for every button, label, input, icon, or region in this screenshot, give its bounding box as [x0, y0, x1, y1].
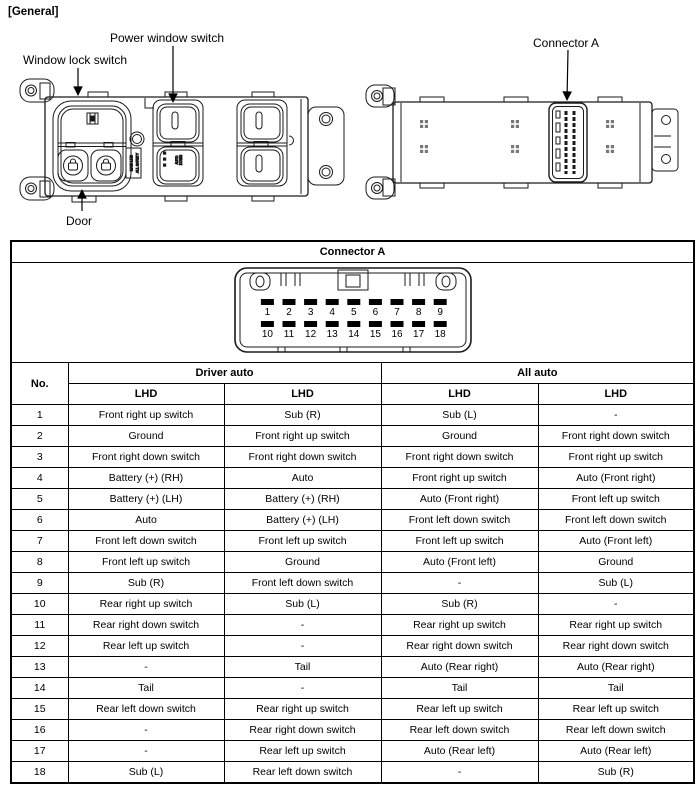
pin-number: 14 — [347, 329, 359, 340]
pin-row — [11, 426, 694, 447]
label-door: Door — [66, 214, 93, 228]
pin-number: 18 — [434, 329, 446, 340]
pin-contact — [347, 321, 360, 327]
pin-function-cell: - — [68, 657, 224, 678]
lock-button — [91, 150, 121, 181]
pin-row — [11, 468, 694, 489]
pin-row — [11, 405, 694, 426]
pin-function-cell: Rear right down switch — [538, 636, 694, 657]
pin-function-cell: Sub (R) — [224, 405, 381, 426]
lock-icon — [102, 159, 111, 170]
pin-contact — [433, 299, 446, 305]
pin-function-cell: Sub (L) — [68, 762, 224, 784]
pin-function-cell: - — [68, 741, 224, 762]
pin-contact — [412, 321, 425, 327]
pin-function-cell: Auto (Rear right) — [381, 657, 538, 678]
pin-function-cell: Front left down switch — [68, 531, 224, 552]
pin-contact — [390, 299, 403, 305]
col-subheader-lhd: LHD — [538, 384, 694, 405]
pin-number: 7 — [393, 307, 400, 318]
pin-contact — [390, 321, 403, 327]
pin-number: 9 — [436, 307, 443, 318]
pin-function-cell: Auto (Rear left) — [381, 741, 538, 762]
pin-function-cell: Sub (L) — [538, 573, 694, 594]
pin-contact — [260, 321, 273, 327]
pin-function-cell: - — [381, 762, 538, 784]
pin-function-cell: Sub (L) — [224, 594, 381, 615]
power-window-switch-back-diagram — [366, 85, 678, 199]
pin-function-cell: Rear left up switch — [224, 741, 381, 762]
pin-number: 1 — [264, 307, 270, 318]
pin-number-cell: 14 — [11, 678, 68, 699]
pin-function-cell: Auto (Front right) — [381, 489, 538, 510]
connector-a-arrow — [567, 50, 568, 100]
pin-number: 10 — [261, 329, 273, 340]
auto-marking: AUTO — [175, 155, 180, 165]
pin-row — [11, 489, 694, 510]
connector-a-shape — [549, 103, 587, 182]
pin-number: 13 — [326, 329, 338, 340]
pin-number: 8 — [415, 307, 421, 318]
pin-function-cell: - — [538, 405, 694, 426]
col-subheader-lhd: LHD — [224, 384, 381, 405]
pin-function-cell: Front right down switch — [381, 447, 538, 468]
pin-function-cell: Battery (+) (RH) — [68, 468, 224, 489]
pin-function-cell: Auto — [224, 468, 381, 489]
pin-function-cell: Rear left down switch — [68, 699, 224, 720]
pin-row — [11, 699, 694, 720]
pin-function-cell: Rear right down switch — [224, 720, 381, 741]
pin-function-cell: Rear right down switch — [381, 636, 538, 657]
all-safety-marking: ALL SAFETY — [135, 152, 140, 174]
pin-function-cell: Auto (Rear left) — [538, 741, 694, 762]
pin-function-cell: Rear left down switch — [538, 720, 694, 741]
label-window-lock-switch: Window lock switch — [23, 53, 128, 67]
window-symbol-icon — [87, 113, 98, 124]
pin-function-cell: Tail — [224, 657, 381, 678]
pin-number-cell: 18 — [11, 762, 68, 784]
power-window-switch-front-diagram — [20, 79, 344, 202]
pin-function-cell: Rear left up switch — [68, 636, 224, 657]
pin-row — [11, 447, 694, 468]
pin-function-cell: - — [538, 594, 694, 615]
pin-function-cell: Front left up switch — [538, 489, 694, 510]
connector-pin-diagram-cell — [11, 263, 694, 363]
general-label: [General] — [8, 6, 59, 18]
pin-function-cell: Auto (Rear right) — [538, 657, 694, 678]
pin-function-cell: Front right up switch — [224, 426, 381, 447]
pin-number-cell: 9 — [11, 573, 68, 594]
pin-number: 6 — [372, 307, 378, 318]
pin-function-cell: Tail — [381, 678, 538, 699]
pin-function-cell: Front right up switch — [538, 447, 694, 468]
connector-pinout-table — [10, 240, 695, 784]
pin-function-cell: Sub (R) — [538, 762, 694, 784]
pin-row — [11, 657, 694, 678]
pin-function-cell: Front right down switch — [224, 447, 381, 468]
pin-function-cell: Rear left down switch — [224, 762, 381, 784]
pin-function-cell: Front right down switch — [68, 447, 224, 468]
pin-row — [11, 720, 694, 741]
pin-function-cell: Auto — [68, 510, 224, 531]
connector-pins — [260, 299, 446, 340]
pin-number-cell: 5 — [11, 489, 68, 510]
pin-function-cell: Front left up switch — [224, 531, 381, 552]
door-mount-tab — [72, 196, 96, 202]
pin-function-cell: - — [68, 720, 224, 741]
power-window-rocker-shape — [153, 100, 203, 186]
pin-function-cell: Rear left down switch — [381, 720, 538, 741]
pin-function-cell: Front left down switch — [224, 573, 381, 594]
col-header-driver-auto: Driver auto — [68, 363, 381, 384]
pin-number: 12 — [304, 329, 316, 340]
callout-arrows — [78, 46, 568, 211]
pin-function-cell: Battery (+) (LH) — [224, 510, 381, 531]
pin-function-cell: Rear right up switch — [224, 699, 381, 720]
pin-function-cell: Rear right up switch — [381, 615, 538, 636]
pin-row — [11, 594, 694, 615]
pin-contact — [282, 299, 295, 305]
pin-function-cell: Rear right up switch — [68, 594, 224, 615]
pin-number-cell: 3 — [11, 447, 68, 468]
pin-contact — [304, 321, 317, 327]
pin-contact — [368, 321, 381, 327]
pin-function-cell: Rear right down switch — [68, 615, 224, 636]
pin-function-cell: Ground — [68, 426, 224, 447]
pin-number: 2 — [285, 307, 292, 318]
pin-number: 11 — [283, 329, 294, 340]
pin-function-cell: Front right up switch — [381, 468, 538, 489]
pin-function-cell: Battery (+) (RH) — [224, 489, 381, 510]
main-lhd-marking: MAIN LHD — [129, 154, 134, 172]
down-marking: DOWN — [179, 154, 184, 166]
pin-function-cell: Front left down switch — [538, 510, 694, 531]
pin-function-cell: Rear left up switch — [538, 699, 694, 720]
pin-number-cell: 12 — [11, 636, 68, 657]
pin-function-cell: Auto (Front left) — [538, 531, 694, 552]
pin-number-cell: 16 — [11, 720, 68, 741]
connector-pin-diagram — [233, 263, 473, 357]
pin-function-cell: Auto (Front left) — [381, 552, 538, 573]
pin-function-cell: Front right down switch — [538, 426, 694, 447]
pin-contact — [368, 299, 381, 305]
pin-row — [11, 510, 694, 531]
pin-number-cell: 1 — [11, 405, 68, 426]
pin-number-cell: 4 — [11, 468, 68, 489]
lock-icon — [69, 159, 78, 170]
pin-number: 16 — [390, 329, 403, 340]
pin-function-cell: Front left up switch — [68, 552, 224, 573]
pin-row — [11, 741, 694, 762]
pin-function-cell: Ground — [224, 552, 381, 573]
pin-function-cell: - — [381, 573, 538, 594]
col-header-no: No. — [11, 363, 68, 405]
pin-number: 5 — [350, 307, 357, 318]
pin-contact — [412, 299, 425, 305]
pin-number-cell: 7 — [11, 531, 68, 552]
pin-contact — [347, 299, 360, 305]
pin-function-cell: - — [224, 678, 381, 699]
pin-function-cell: Front left down switch — [381, 510, 538, 531]
pin-row — [11, 762, 694, 784]
pin-function-cell: Ground — [381, 426, 538, 447]
pin-function-cell: Rear right up switch — [538, 615, 694, 636]
pin-row — [11, 531, 694, 552]
pin-contact — [260, 299, 273, 305]
pin-function-cell: - — [224, 636, 381, 657]
pin-function-cell: Sub (R) — [381, 594, 538, 615]
col-header-all-auto: All auto — [381, 363, 694, 384]
pin-function-cell: Tail — [538, 678, 694, 699]
pin-row — [11, 573, 694, 594]
pin-function-cell: Sub (R) — [68, 573, 224, 594]
pin-number-cell: 17 — [11, 741, 68, 762]
pin-function-cell: - — [224, 615, 381, 636]
pin-function-cell: Sub (L) — [381, 405, 538, 426]
table-title: Connector A — [11, 241, 694, 263]
pin-contact — [304, 299, 317, 305]
pin-function-cell: Front left up switch — [381, 531, 538, 552]
pin-row — [11, 552, 694, 573]
label-connector-a: Connector A — [533, 36, 600, 50]
pin-function-cell: Front right up switch — [68, 405, 224, 426]
pin-function-cell: Tail — [68, 678, 224, 699]
terminal-dot-clusters — [420, 120, 614, 153]
pin-row — [11, 615, 694, 636]
pin-function-cell: Auto (Front right) — [538, 468, 694, 489]
pin-function-cell: Rear left up switch — [381, 699, 538, 720]
pin-number-cell: 6 — [11, 510, 68, 531]
rear-window-rocker-shape — [237, 100, 287, 186]
pin-function-cell: Ground — [538, 552, 694, 573]
col-subheader-lhd: LHD — [68, 384, 224, 405]
label-power-window-switch: Power window switch — [110, 31, 225, 45]
pin-number: 17 — [412, 329, 424, 340]
col-subheader-lhd: LHD — [381, 384, 538, 405]
pin-rows — [11, 405, 694, 784]
pin-number: 3 — [307, 307, 313, 318]
pin-contact — [325, 299, 338, 305]
pin-number-cell: 2 — [11, 426, 68, 447]
pin-row — [11, 636, 694, 657]
pin-number-cell: 13 — [11, 657, 68, 678]
pin-number-cell: 15 — [11, 699, 68, 720]
pin-row — [11, 678, 694, 699]
pin-number-cell: 8 — [11, 552, 68, 573]
pin-contact — [325, 321, 338, 327]
pin-number: 4 — [328, 307, 335, 318]
pin-number-cell: 11 — [11, 615, 68, 636]
pin-contact — [282, 321, 295, 327]
pin-contact — [433, 321, 446, 327]
pin-number-cell: 10 — [11, 594, 68, 615]
pin-number: 15 — [369, 329, 381, 340]
main-lhd-label-plate — [126, 148, 141, 178]
pin-function-cell: Battery (+) (LH) — [68, 489, 224, 510]
